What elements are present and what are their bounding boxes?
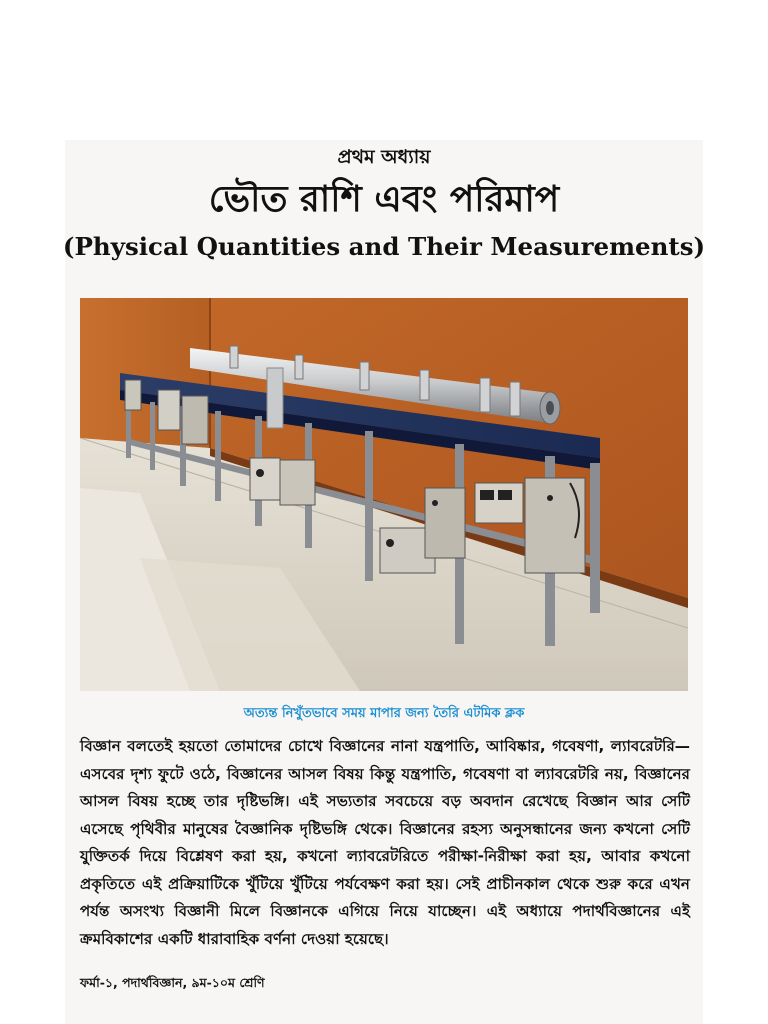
- chapter-subtitle: (Physical Quantities and Their Measurements): [62, 232, 706, 261]
- chapter-label: প্রথম অধ্যায়: [337, 146, 431, 168]
- atomic-clock-illustration: [80, 298, 688, 691]
- chapter-title: ভৌত রাশি এবং পরিমাপ: [208, 179, 560, 220]
- body-paragraph: বিজ্ঞান বলতেই হয়তো তোমাদের চোখে বিজ্ঞানের নানা যন্ত্রপাতি, আবিষ্কার, গবেষণা, ল্যাবরেটরি— এসবের দৃশ্য ফুটে ওঠে, বিজ্ঞানের আসল বিষয় কিন্তু যন্ত্রপাতি, গবেষণা বা ল্যাবরেটরি নয়, বিজ্ঞানের আসল বিষয় হচ্ছে তার দৃষ্টিভঙ্গি। এই সভ্যতার সবচেয়ে বড় অবদান রেখেছে বিজ্ঞান আর সেটি এসেছে পৃথিবীর মানুষের বৈজ্ঞানিক দৃষ্টিভঙ্গি থেকে। বিজ্ঞানের রহস্য অনুসন্ধানের জন্য কখনো সেটি যুক্তিতর্ক দিয়ে বিশ্লেষণ করা হয়, কখনো ল্যাবরেটরিতে পরীক্ষা-নিরীক্ষা করা হয়, আবার কখনো প্রকৃতিতে এই প্রক্রিয়াটিকে খুঁটিয়ে খুঁটিয়ে পর্যবেক্ষণ করা হয়। সেই প্রাচীনকাল থেকে শুরু করে এখন পর্যন্ত অসংখ্য বিজ্ঞানী মিলে বিজ্ঞানকে এগিয়ে নিয়ে যাচ্ছেন। এই অধ্যায়ে পদার্থবিজ্ঞানের এই ক্রমবিকাশের একটি ধারাবাহিক বর্ণনা দেওয়া হয়েছে।: [80, 737, 690, 948]
- page-footer: ফর্মা-১, পদার্থবিজ্ঞান, ৯ম-১০ম শ্রেণি: [80, 975, 265, 990]
- figure-caption: অত্যন্ত নিখুঁতভাবে সময় মাপার জন্য তৈরি এটমিক ক্লক: [243, 706, 525, 721]
- atomic-clock-photo: [80, 298, 688, 691]
